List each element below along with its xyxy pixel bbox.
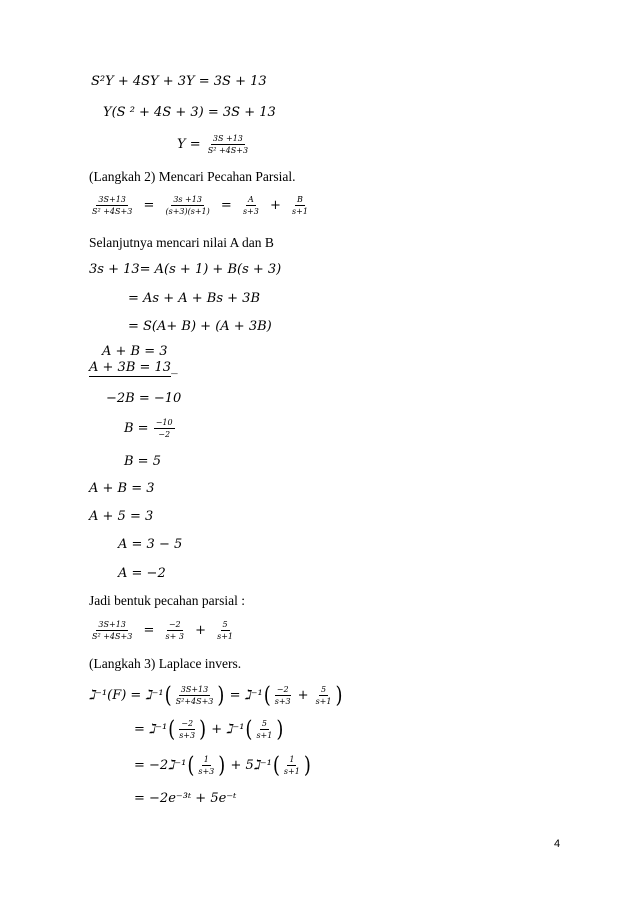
equation-line-2 [103, 106, 276, 119]
fraction-denominator: s+1 [256, 731, 273, 741]
equation-text: = ℷ⁻¹ [134, 722, 168, 738]
fraction [90, 620, 134, 641]
fraction [90, 195, 134, 216]
equation-line-3 [177, 134, 251, 155]
equation-line-1 [91, 75, 267, 88]
fraction-denominator: S²+4S+3 [175, 697, 214, 707]
fraction-numerator: 5 [221, 620, 230, 631]
open-paren: ( [168, 715, 176, 743]
fraction-denominator: (s+3)(s+1) [165, 207, 210, 217]
step-2-heading: (Langkah 2) Mencari Pecahan Parsial. [89, 169, 296, 184]
close-paren: ) [276, 715, 284, 743]
equation-text: S²Y + 4SY + 3Y = 3S + 13 [91, 74, 267, 89]
equation-text: A + 3B = 13 [89, 360, 172, 375]
fraction-denominator: S² +4S+3 [207, 146, 249, 156]
equation-line: −2B = −10 [106, 391, 182, 406]
fraction-denominator: s+3 [179, 731, 196, 741]
fraction-numerator: 3S +13 [211, 134, 245, 145]
open-paren: ( [187, 751, 195, 779]
equation-line: A + B = 3 [89, 481, 155, 496]
equation-text: + 5ℷ⁻¹ [230, 758, 272, 774]
equation-lhs: B = [124, 421, 149, 437]
fraction [174, 685, 216, 706]
equation-line: 3s + 13= A(s + 1) + B(s + 3) [89, 262, 282, 277]
fraction [154, 418, 175, 439]
fraction-denominator: s+1 [292, 207, 308, 217]
open-paren: ( [245, 715, 253, 743]
fraction-denominator: S² +4S+3 [92, 632, 133, 642]
fraction-numerator: −2 [179, 719, 195, 730]
equation-line-fraction [124, 418, 176, 439]
fraction [314, 685, 334, 706]
fraction [206, 134, 250, 155]
equation-line: A = −2 [118, 566, 166, 581]
close-paren: ) [217, 681, 225, 709]
fraction-denominator: s+3 [274, 697, 291, 707]
equation-line: = S(A+ B) + (A + 3B) [128, 319, 272, 334]
equation-text: = ℷ⁻¹ [229, 688, 263, 704]
fraction-numerator: 1 [202, 755, 211, 766]
close-paren: ) [218, 751, 226, 779]
inverse-laplace-line-4: = −2e⁻³ᵗ + 5e⁻ᵗ [134, 791, 237, 806]
fraction-numerator: −10 [154, 418, 175, 429]
equation-text: = −2ℷ⁻¹ [134, 758, 187, 774]
fraction-numerator: 3S+13 [179, 685, 210, 696]
inverse-laplace-line-2 [134, 715, 284, 743]
fraction-denominator: s+ 3 [165, 632, 184, 642]
equation-lhs: Y = [177, 137, 201, 153]
body-text: Selanjutnya mencari nilai A dan B [89, 235, 274, 250]
fraction-numerator: 1 [287, 755, 296, 766]
page-number: 4 [554, 838, 561, 850]
fraction [290, 195, 310, 216]
fraction [163, 195, 211, 216]
partial-fraction-line-1 [89, 195, 311, 216]
fraction-numerator: 5 [319, 685, 328, 696]
equation-line: = As + A + Bs + 3B [128, 291, 260, 306]
fraction [241, 195, 261, 216]
fraction [282, 755, 302, 776]
fraction [273, 685, 293, 706]
plus-sign: + [270, 198, 281, 214]
close-paren: ) [335, 681, 343, 709]
fraction-numerator: −2 [167, 620, 183, 631]
equation-line: A + 5 = 3 [89, 509, 154, 524]
equation-line: A + B = 3 [102, 344, 168, 359]
fraction-denominator: s+3 [198, 767, 215, 777]
fraction [177, 719, 197, 740]
inverse-laplace-line-3 [134, 751, 312, 779]
fraction-numerator: 5 [260, 719, 269, 730]
body-text: Jadi bentuk pecahan parsial : [89, 593, 245, 608]
inverse-laplace-line-1 [89, 681, 344, 709]
equals-sign: = [143, 198, 155, 214]
fraction-denominator: s+1 [217, 632, 234, 642]
fraction-numerator: B [295, 195, 305, 206]
close-paren: ) [303, 751, 311, 779]
step-3-heading: (Langkah 3) Laplace invers. [89, 656, 242, 671]
equation-line: B = 5 [124, 454, 161, 469]
fraction [215, 620, 235, 641]
fraction-denominator: s+1 [315, 697, 332, 707]
fraction-denominator: S² +4S+3 [92, 207, 133, 217]
fraction [254, 719, 274, 740]
fraction-denominator: s+3 [242, 207, 259, 217]
open-paren: ( [164, 681, 172, 709]
equation-text: Y(S ² + 4S + 3) = 3S + 13 [103, 105, 276, 120]
open-paren: ( [272, 751, 280, 779]
equals-sign: = [220, 198, 232, 214]
fraction [163, 620, 185, 641]
subtraction-mark: _ [171, 360, 178, 375]
equation-line: A = 3 − 5 [118, 537, 183, 552]
fraction-numerator: A [246, 195, 256, 206]
fraction-numerator: 3S+13 [96, 195, 127, 206]
fraction-denominator: −2 [158, 430, 171, 440]
fraction-numerator: 3S+13 [96, 620, 127, 631]
partial-fraction-result [89, 620, 236, 641]
fraction-numerator: −2 [275, 685, 291, 696]
equation-text: + ℷ⁻¹ [211, 722, 245, 738]
equals-sign: = [143, 623, 155, 639]
close-paren: ) [199, 715, 207, 743]
equation-text: ℷ⁻¹(F) = ℷ⁻¹ [89, 688, 164, 704]
open-paren: ( [263, 681, 271, 709]
equation-line-underlined [89, 361, 178, 374]
fraction-numerator: 3s +13 [171, 195, 204, 206]
plus-sign: + [195, 623, 206, 639]
fraction [196, 755, 216, 776]
fraction-denominator: s+1 [283, 767, 300, 777]
plus-sign: + [297, 688, 309, 704]
